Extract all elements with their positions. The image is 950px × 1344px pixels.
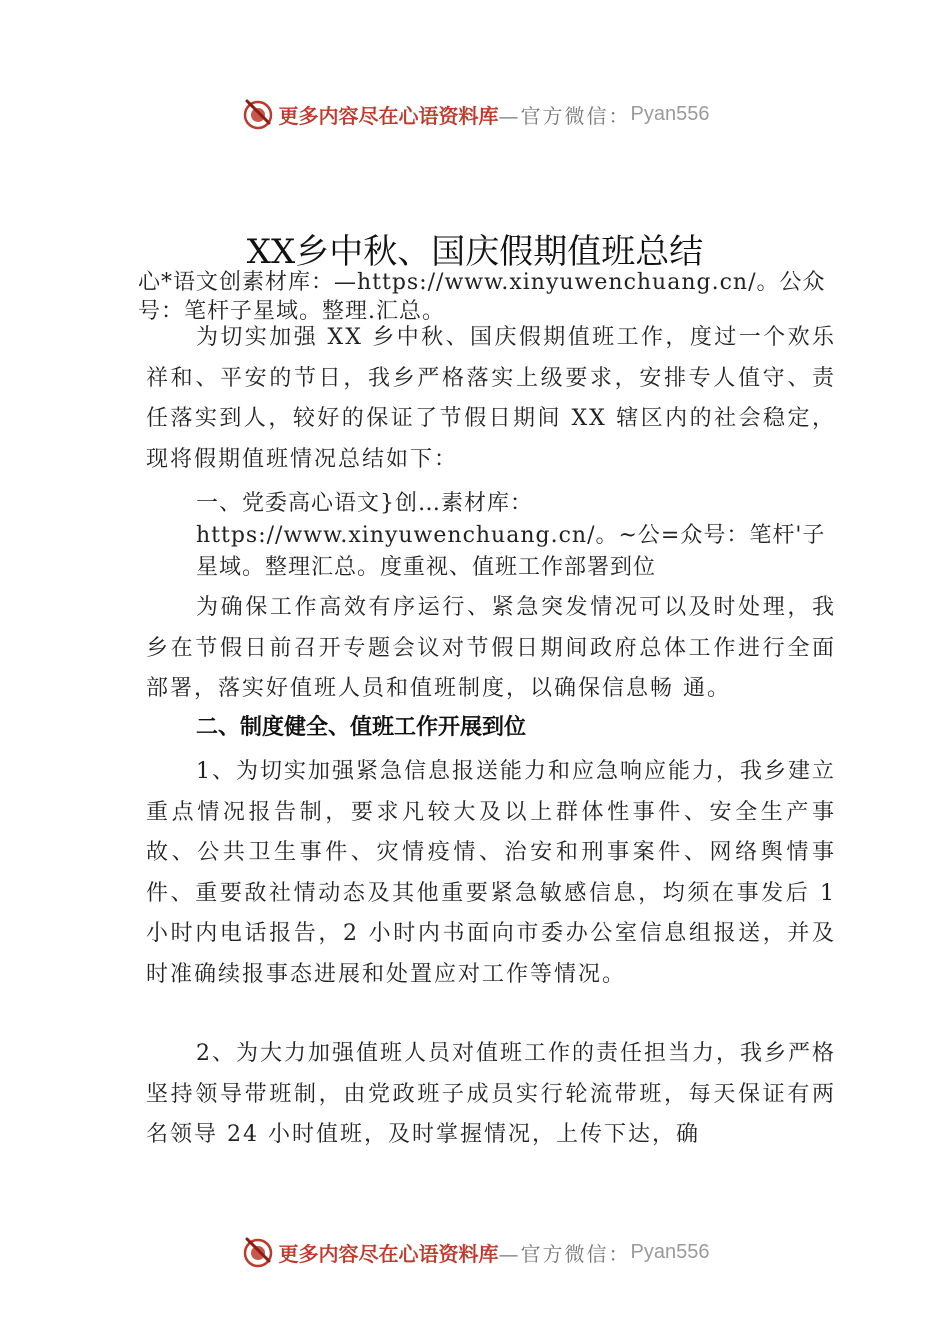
footer-banner xyxy=(0,1232,950,1272)
banner-wechat-label: —官方微信： xyxy=(498,1241,631,1266)
intro-paragraph: 为切实加强 XX 乡中秋、国庆假期值班工作，度过一个欢乐祥和、平安的节日，我乡严格落实上级要求，安排专人值守、责任落实到人，较好的保证了节假日期间 XX 辖区内的社会稳定，现将假期值班情况总结如下： xyxy=(146,325,837,472)
document-title: XX乡中秋、国庆假期值班总结 xyxy=(246,232,704,272)
quill-pen-logo-icon xyxy=(241,1235,275,1269)
banner-wechat-label: —官方微信： xyxy=(498,103,631,128)
section-2-heading: 二、制度健全、值班工作开展到位 xyxy=(196,715,527,740)
banner-brand-text: 更多内容尽在心语资料库 xyxy=(278,103,499,128)
banner-wechat-id: Pyan556 xyxy=(630,1240,710,1263)
source-note: 心*语文创素材库：—https://www.xinyuwenchuang.cn/。公众号：笔杆子星域。整理.汇总。 xyxy=(138,270,826,324)
section-2-item-2: 2、为大力加强值班人员对值班工作的责任担当力，我乡严格坚持领导带班制，由党政班子成员实行轮流带班，每天保证有两名领导 24 小时值班，及时掌握情况，上传下达，确 xyxy=(146,1041,836,1147)
header-banner xyxy=(0,94,950,134)
banner-brand-text: 更多内容尽在心语资料库 xyxy=(278,1241,499,1266)
banner-wechat-id: Pyan556 xyxy=(630,102,710,125)
section-2-item-1: 1、为切实加强紧急信息报送能力和应急响应能力，我乡建立重点情况报告制，要求凡较大及以上群体性事件、安全生产事故、公共卫生事件、灾情疫情、治安和刑事案件、网络舆情事件、重要敌社情动态及其他重要紧急敏感信息，均须在事发后 1 小时内电话报告，2 小时内书面向市委办公室信息组报送，并及时准确续报事态进展和处置应对工作等情况。 xyxy=(146,759,836,987)
section-1-heading: 一、党委高心语文}创…素材库：https://www.xinyuwenchuang.cn/。~公=众号：笔杆'子星域。整理汇总。度重视、值班工作部署到位 xyxy=(196,491,826,580)
section-1-body: 为确保工作高效有序运行、紧急突发情况可以及时处理，我乡在节假日前召开专题会议对节假日期间政府总体工作进行全面部署，落实好值班人员和值班制度，以确保信息畅 通。 xyxy=(146,595,836,701)
quill-pen-logo-icon xyxy=(241,97,275,131)
